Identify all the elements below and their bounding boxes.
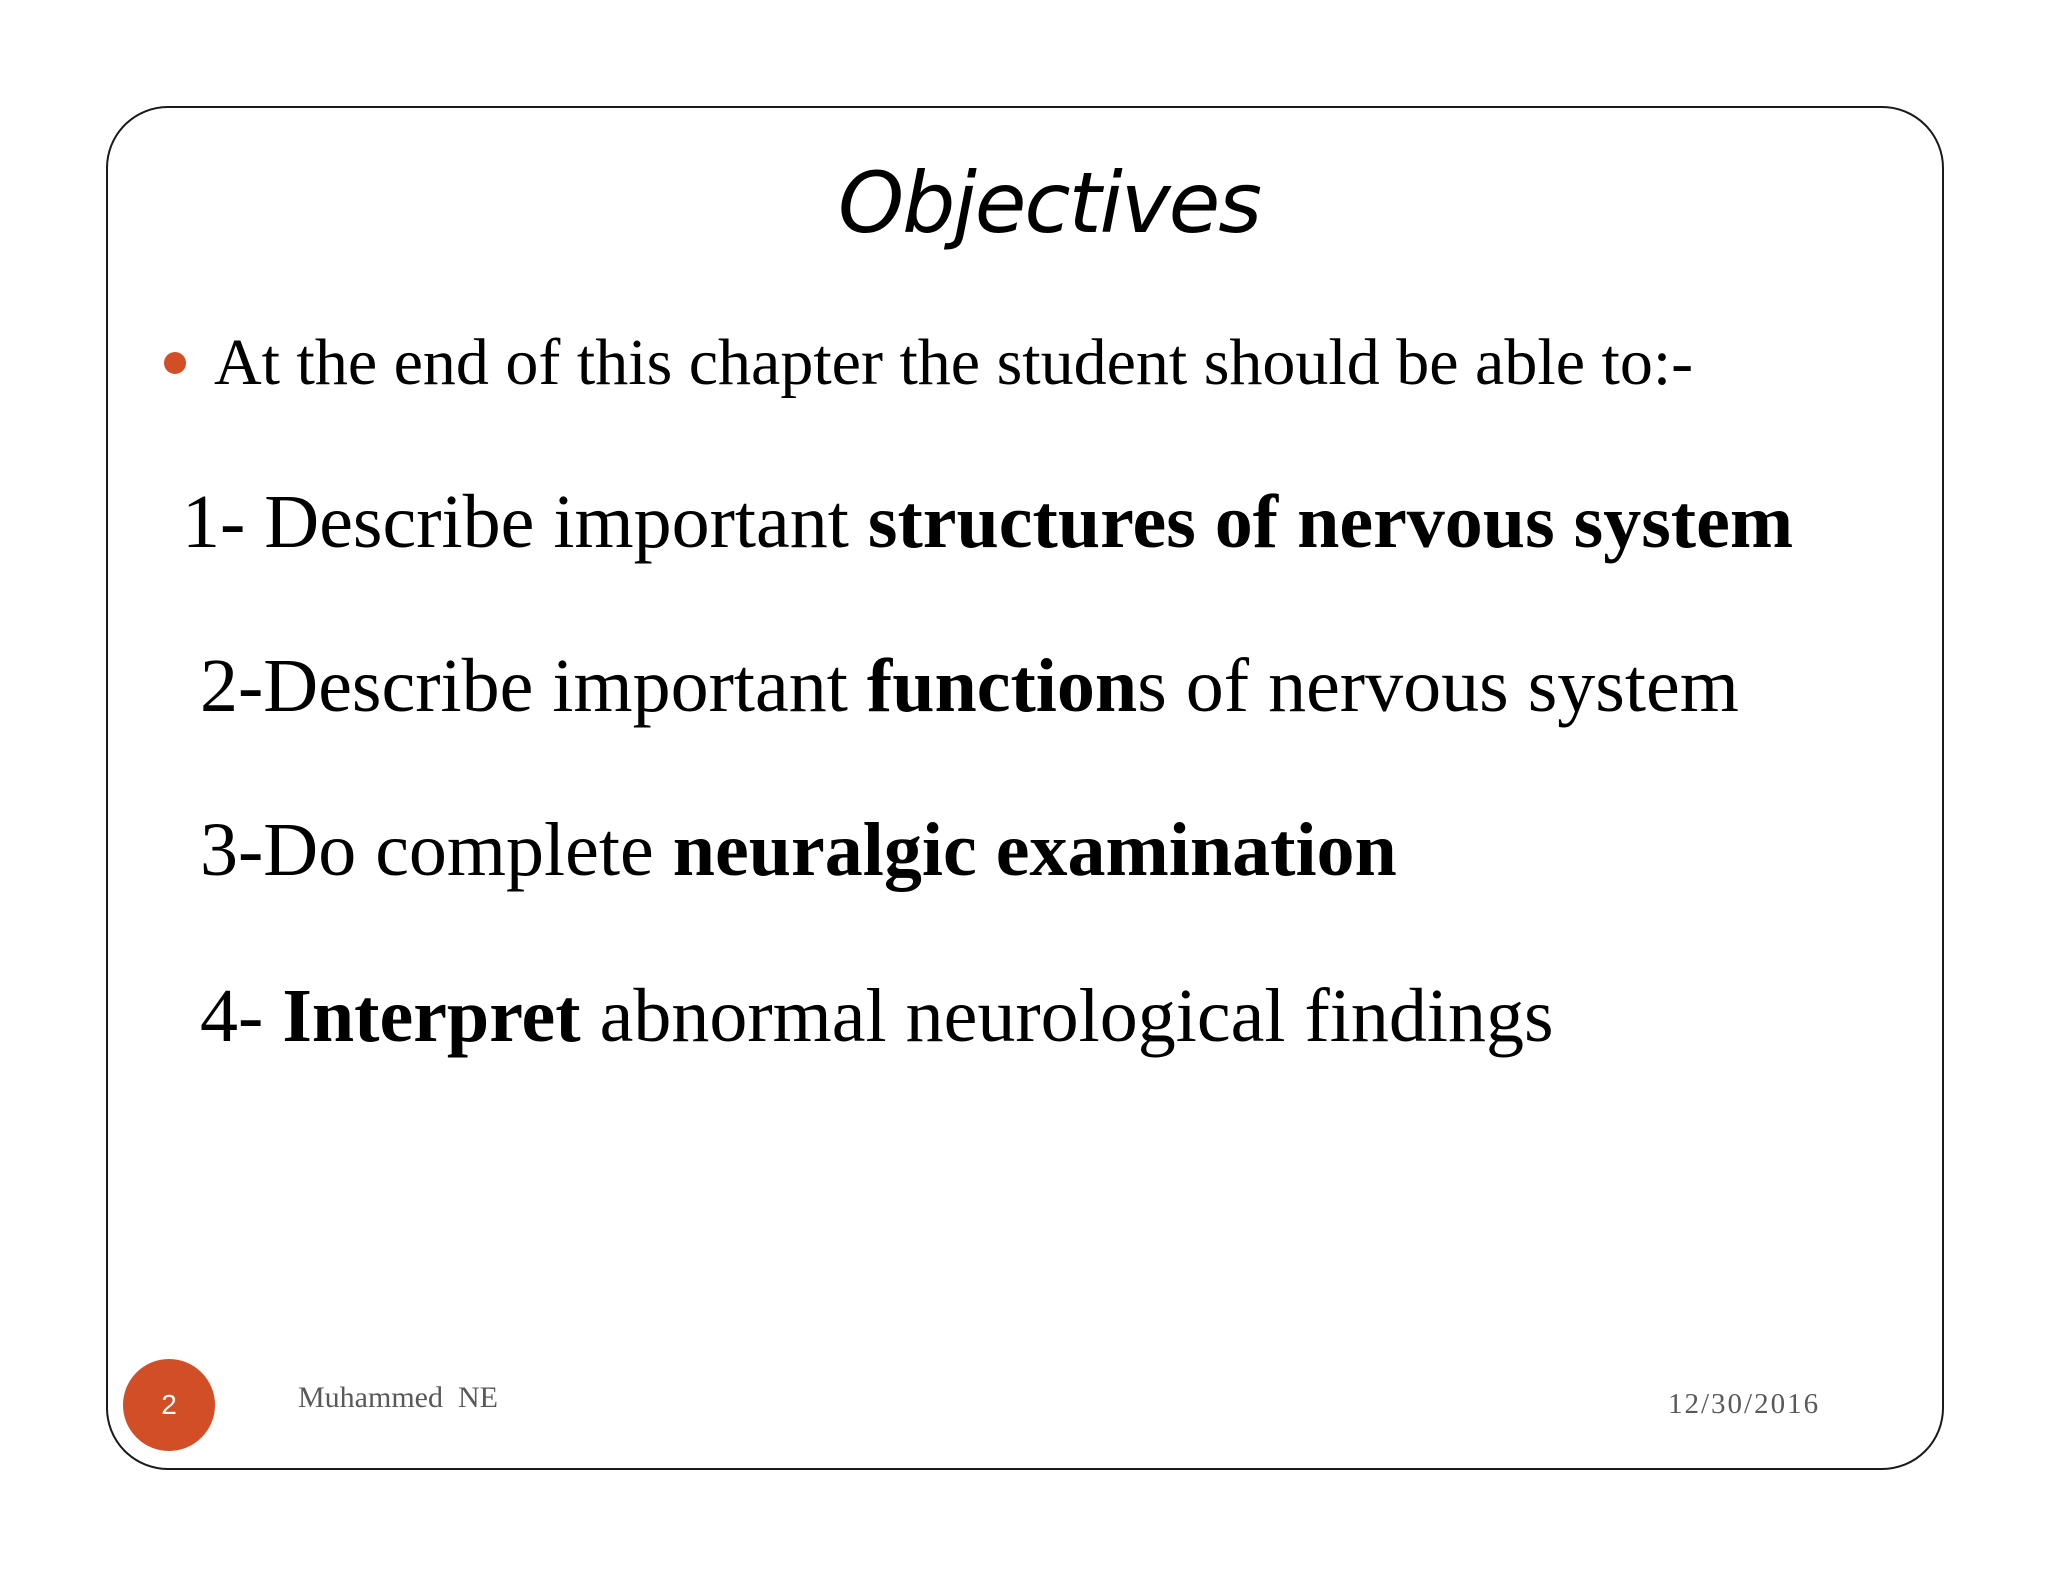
objective-4-prefix: 4- [200, 974, 283, 1058]
objective-2-prefix: 2-Describe important [200, 644, 867, 728]
slide-frame [106, 106, 1944, 1470]
objective-2 [200, 636, 1739, 736]
slide-title: Objectives [837, 154, 1261, 252]
objective-4-emphasis: Interpret [282, 974, 581, 1058]
objective-2-suffix: s of nervous system [1137, 644, 1739, 728]
objective-2-emphasis: function [866, 644, 1138, 728]
intro-text: At the end of this chapter the student should be able to:- [214, 326, 1694, 399]
bullet-dot-icon [164, 352, 186, 374]
objective-4 [200, 966, 1554, 1066]
objective-3-emphasis: neuralgic examination [672, 808, 1397, 892]
footer-author: Muhammed NE [298, 1381, 498, 1414]
page-number-badge: 2 [123, 1359, 215, 1451]
objective-4-suffix: abnormal neurological findings [580, 974, 1554, 1058]
objective-3-prefix: 3-Do complete [200, 808, 673, 892]
objective-1-prefix: 1- Describe important [182, 480, 868, 564]
objective-1 [182, 472, 1793, 572]
objective-3 [200, 800, 1397, 900]
objective-1-emphasis: structures of nervous system [867, 480, 1794, 564]
footer-date: 12/30/2016 [1668, 1388, 1821, 1420]
